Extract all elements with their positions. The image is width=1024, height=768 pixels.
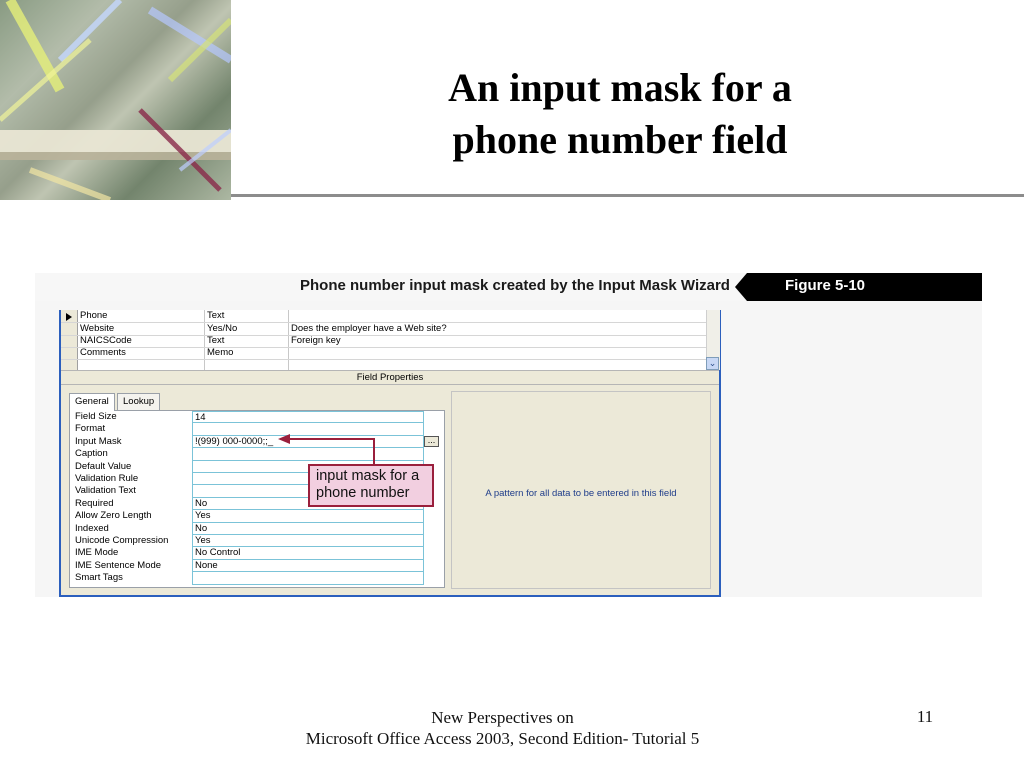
help-text: A pattern for all data to be entered in this field <box>485 488 677 499</box>
figure-caption: Phone number input mask created by the Input Mask Wizard <box>300 277 730 294</box>
property-value[interactable]: No Control <box>192 547 424 559</box>
table-design-window <box>59 310 721 597</box>
property-label: Caption <box>75 448 108 460</box>
property-row-ime-mode[interactable] <box>70 547 432 559</box>
slide-title <box>330 62 910 166</box>
property-row-allow-zero-length[interactable] <box>70 510 432 522</box>
property-label: Unicode Compression <box>75 535 169 546</box>
tab-lookup[interactable]: Lookup <box>117 393 160 410</box>
page-number: 11 <box>916 707 934 726</box>
property-label: Input Mask <box>75 435 122 447</box>
property-value[interactable]: No <box>192 523 424 535</box>
property-label: Validation Text <box>75 485 136 497</box>
corner-photo <box>0 0 231 200</box>
property-value[interactable]: Yes <box>192 535 424 547</box>
property-label: Indexed <box>75 522 109 534</box>
tab-general[interactable]: General <box>69 393 115 411</box>
property-row-indexed[interactable] <box>70 523 432 535</box>
property-label: Required <box>75 497 114 509</box>
field-properties-header: Field Properties <box>61 370 719 385</box>
field-name-cell: NAICSCode <box>80 335 132 346</box>
property-label: Default Value <box>75 460 132 472</box>
slide-footer <box>260 707 745 749</box>
table-row[interactable] <box>61 347 706 360</box>
data-type-cell: Memo <box>207 347 234 358</box>
figure-number: Figure 5-10 <box>785 277 866 294</box>
description-cell: Does the employer have a Web site? <box>291 323 447 334</box>
footer-line1: New Perspectives on <box>431 708 574 727</box>
property-label: Validation Rule <box>75 473 139 484</box>
property-label: Format <box>75 423 106 435</box>
figure-caption-band <box>35 273 982 301</box>
scroll-down-icon[interactable]: ⌄ <box>706 357 719 370</box>
callout-box <box>308 464 434 507</box>
property-value[interactable]: Yes <box>192 510 424 522</box>
property-value[interactable]: 14 <box>192 411 424 423</box>
field-name-cell: Phone <box>80 310 108 321</box>
property-row-smart-tags[interactable] <box>70 572 432 584</box>
footer-line2: Microsoft Office Access 2003, Second Edition- Tutorial 5 <box>305 729 700 748</box>
property-label: IME Mode <box>75 547 119 559</box>
property-label: Field Size <box>75 411 117 422</box>
property-value[interactable] <box>192 572 424 584</box>
property-value[interactable]: None <box>192 560 424 572</box>
property-row-ime-sentence-mode[interactable] <box>70 560 432 572</box>
property-row-unicode-compression[interactable] <box>70 535 432 547</box>
slide-title-line1: An input mask for a <box>448 65 792 110</box>
data-type-cell: Text <box>207 335 225 346</box>
callout-line2: phone number <box>316 485 410 501</box>
data-type-cell: Text <box>207 310 225 321</box>
description-cell: Foreign key <box>291 335 341 346</box>
build-button[interactable]: ... <box>424 436 439 447</box>
callout-line1: input mask for a <box>316 468 420 484</box>
table-row[interactable] <box>61 310 706 323</box>
field-name-cell: Comments <box>80 347 126 358</box>
slide-title-line2: phone number field <box>452 117 788 162</box>
property-value[interactable]: No <box>192 498 424 510</box>
input-mask-value[interactable]: !(999) 000-0000;;_ <box>192 436 424 448</box>
property-label: IME Sentence Mode <box>75 559 162 571</box>
help-pane <box>451 391 711 589</box>
property-label: Smart Tags <box>75 572 123 584</box>
property-label: Allow Zero Length <box>75 510 152 522</box>
property-row-field-size[interactable] <box>70 411 432 423</box>
field-name-cell: Website <box>80 323 115 334</box>
title-rule <box>231 194 1024 197</box>
data-type-cell: Yes/No <box>207 323 238 334</box>
